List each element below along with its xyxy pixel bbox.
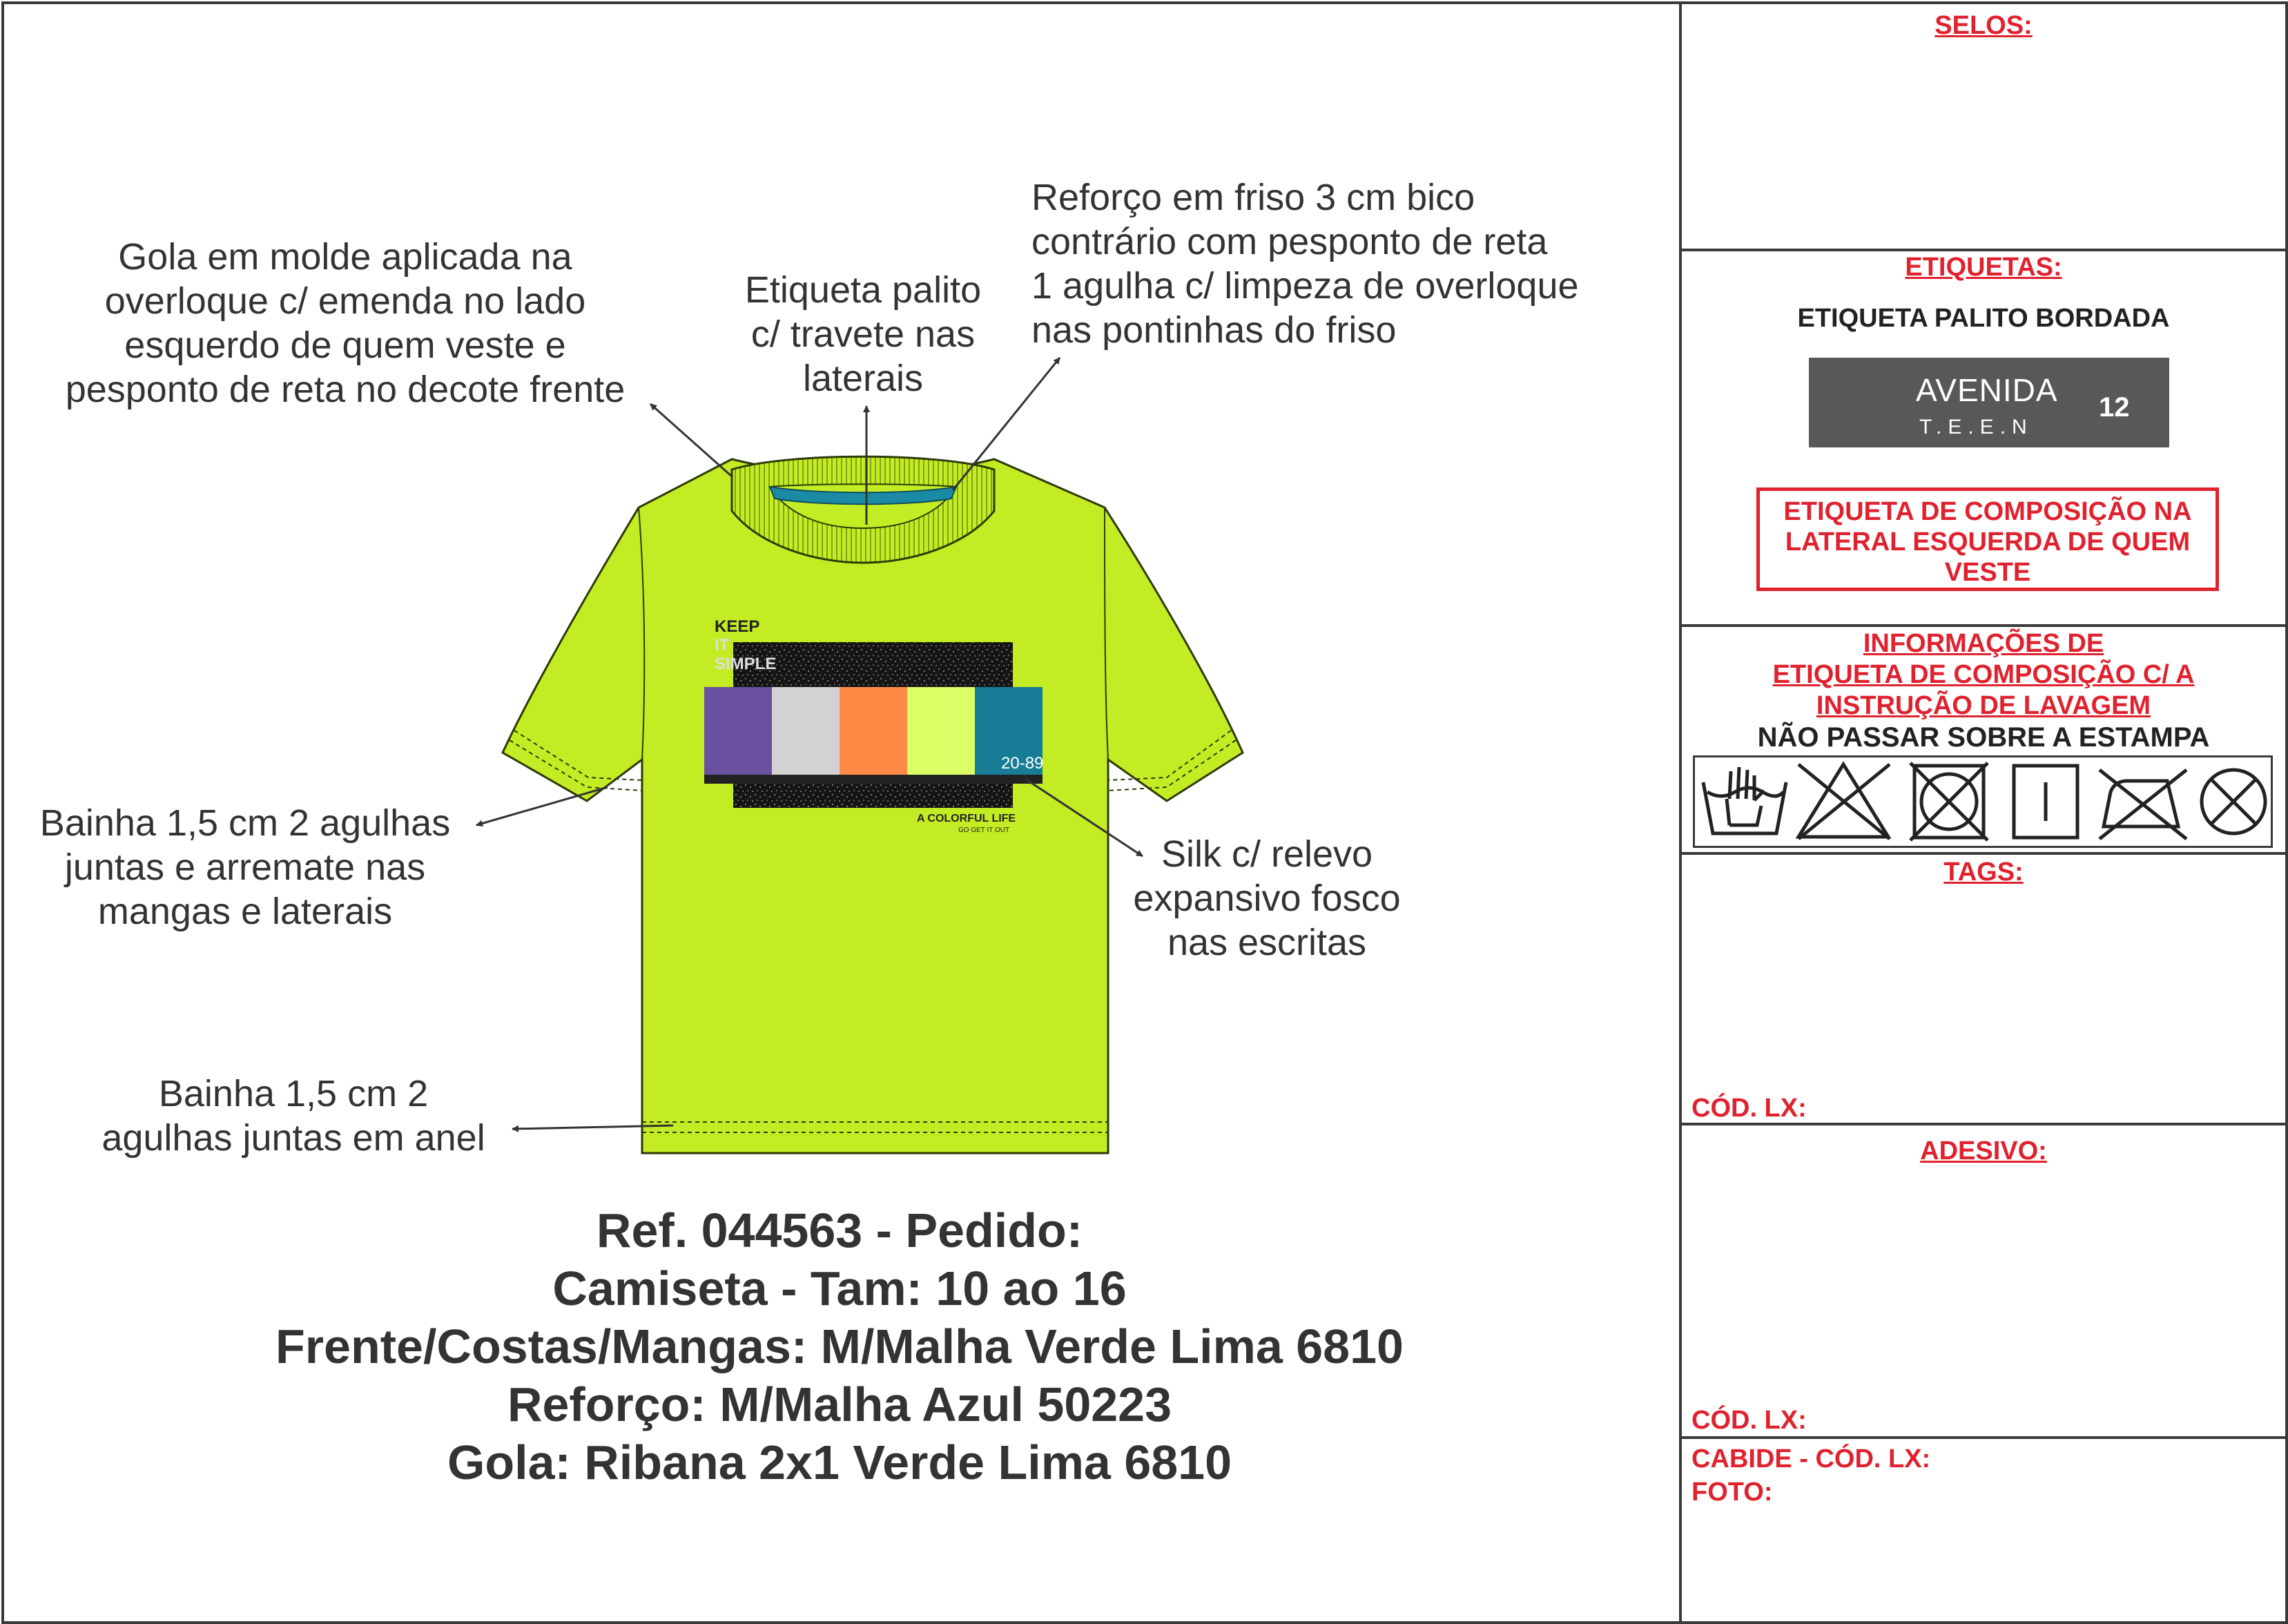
informacoes-title: INFORMAÇÕES DE ETIQUETA DE COMPOSIÇÃO C/ A INSTRUÇÃO DE LAVAGEM	[1772, 629, 2195, 720]
divider-informacoes	[1680, 852, 2287, 855]
ref-line: Gola: Ribana 2x1 Verde Lima 6810	[447, 1436, 1232, 1489]
note-reforco: Reforço em friso 3 cm bico contrário com pesponto de reta 1 agulha c/ limpeza de overloque nas pontinhas do friso	[1031, 177, 1579, 351]
foto-label: FOTO:	[1691, 1478, 1773, 1507]
ref-line: Camiseta - Tam: 10 ao 16	[552, 1262, 1127, 1315]
note-silk: Silk c/ relevo expansivo fosco nas escritas	[1133, 833, 1401, 963]
print-it: IT	[715, 636, 730, 655]
nao-passar-label: NÃO PASSAR SOBRE A ESTAMPA	[1757, 722, 2210, 753]
stripe-purple	[704, 687, 772, 784]
cod-lx-adesivo: CÓD. LX:	[1691, 1406, 1807, 1435]
tags-title: TAGS:	[1943, 858, 2024, 887]
line-dry-icon	[2014, 766, 2077, 838]
reference-block	[0, 1201, 1679, 1491]
ref-line: Frente/Costas/Mangas: M/Malha Verde Lima 6810	[275, 1320, 1404, 1373]
etiqueta-palito-bordada: ETIQUETA PALITO BORDADA	[1797, 304, 2170, 333]
stripe-gray	[772, 687, 840, 784]
brand-sub: T.E.E.N	[1919, 416, 2033, 438]
note-bainha-anel: Bainha 1,5 cm 2 agulhas juntas em anel	[101, 1073, 485, 1159]
note-gola: Gola em molde aplicada na overloque c/ emenda no lado esquerdo de quem veste e pesponto de reta no decote frente	[65, 236, 626, 410]
note-etiqueta-palito: Etiqueta palito c/ travete nas laterais	[744, 269, 982, 399]
print-go: GO GET IT OUT	[958, 826, 1010, 834]
arrow-gola	[650, 404, 732, 476]
print-year: 20-89	[1001, 754, 1044, 773]
stripe-orange	[840, 687, 907, 784]
divider-adesivo	[1680, 1436, 2287, 1439]
arrow-bainha-mangas	[476, 787, 608, 825]
etiquetas-title: ETIQUETAS:	[1905, 253, 2062, 282]
stripe-lime	[907, 687, 975, 784]
adesivo-title: ADESIVO:	[1920, 1137, 2047, 1166]
cod-lx-tags: CÓD. LX:	[1691, 1094, 1807, 1123]
no-tumble-dry-icon	[1910, 763, 1988, 840]
care-symbols	[1693, 755, 2273, 848]
sidebar-divider	[1679, 1, 1682, 1621]
brand-size: 12	[2099, 392, 2130, 423]
no-dry-clean-icon	[2202, 770, 2265, 833]
composicao-box: ETIQUETA DE COMPOSIÇÃO NA LATERAL ESQUERDA DE QUEM VESTE	[1756, 487, 2219, 591]
note-bainha-mangas: Bainha 1,5 cm 2 agulhas juntas e arremate nas mangas e laterais	[39, 802, 451, 932]
brand-name: AVENIDA	[1916, 372, 2058, 408]
print-keep: KEEP	[715, 617, 760, 636]
ref-line: Reforço: M/Malha Azul 50223	[507, 1378, 1172, 1431]
ref-line: Ref. 044563 - Pedido:	[596, 1204, 1083, 1257]
divider-etiquetas	[1680, 624, 2287, 627]
hand-wash-icon	[1703, 767, 1786, 833]
no-bleach-icon	[1799, 764, 1890, 839]
selos-title: SELOS:	[1935, 11, 2033, 40]
brand-label	[1809, 358, 2169, 447]
print-simple: SIMPLE	[715, 655, 777, 673]
print-colorful: A COLORFUL LIFE	[917, 813, 1016, 824]
divider-selos	[1680, 249, 2287, 251]
cabide-label: CABIDE - CÓD. LX:	[1691, 1444, 1931, 1473]
no-iron-icon	[2100, 770, 2187, 839]
